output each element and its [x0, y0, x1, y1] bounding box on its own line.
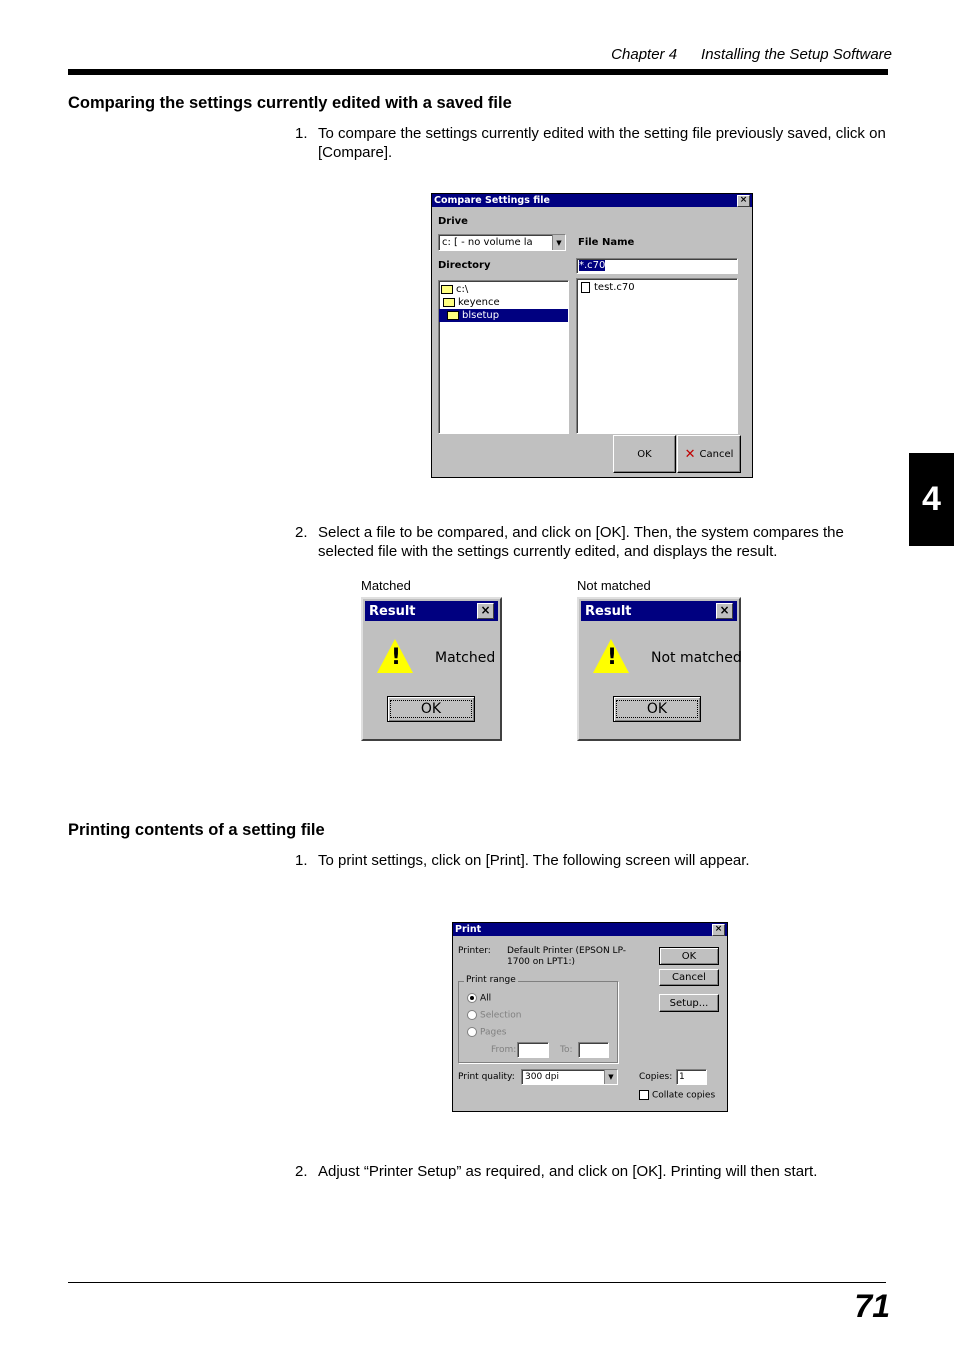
dialog-titlebar [432, 194, 752, 207]
chapter-label: Chapter 4 [611, 46, 678, 63]
print-step-1 [295, 851, 890, 870]
directory-list[interactable] [438, 280, 569, 434]
copies-input[interactable] [676, 1069, 707, 1085]
directory-item[interactable] [439, 296, 568, 309]
page-number: 71 [854, 1288, 890, 1324]
close-icon[interactable]: × [737, 195, 750, 207]
radio-all[interactable] [467, 993, 491, 1004]
drive-select[interactable] [438, 234, 566, 251]
caption-not-matched: Not matched [577, 578, 651, 593]
step-number: 2. [295, 1163, 308, 1180]
ok-button[interactable] [659, 947, 719, 965]
section-heading-print: Printing contents of a setting file [68, 821, 325, 839]
exclamation-icon: ! [607, 645, 618, 670]
file-name: test.c70 [594, 282, 635, 293]
ok-button[interactable] [613, 435, 676, 473]
from-input[interactable] [517, 1042, 549, 1058]
print-step-2 [295, 1162, 890, 1181]
running-header [611, 46, 892, 63]
close-icon[interactable]: × [716, 603, 733, 619]
dialog-titlebar [453, 923, 727, 936]
file-item[interactable] [577, 279, 737, 296]
dialog-title: Result [585, 603, 632, 619]
section-heading-compare: Comparing the settings currently edited with a saved file [68, 94, 512, 112]
result-dialog-not-matched [577, 597, 741, 741]
step-number: 1. [295, 852, 308, 869]
step-number: 1. [295, 125, 308, 142]
compare-step-2 [295, 523, 890, 561]
radio-icon [467, 1010, 477, 1020]
radio-icon [467, 1027, 477, 1037]
radio-selected-icon [467, 993, 477, 1003]
printer-label: Printer: [458, 946, 491, 956]
directory-label: Directory [438, 260, 491, 271]
radio-all-label: All [480, 993, 492, 1004]
chevron-down-icon[interactable]: ▼ [604, 1070, 617, 1084]
cancel-label: Cancel [672, 972, 706, 983]
file-name-value: *.c70 [579, 260, 606, 271]
dialog-titlebar [365, 601, 498, 621]
folder-open-icon [447, 311, 459, 320]
print-quality-value: 300 dpi [525, 1072, 559, 1082]
to-input[interactable] [578, 1042, 609, 1058]
cancel-x-icon: ✕ [684, 446, 696, 462]
directory-name: c:\ [456, 284, 469, 295]
dialog-titlebar [581, 601, 737, 621]
drive-label: Drive [438, 216, 468, 227]
print-quality-select[interactable] [521, 1069, 618, 1085]
radio-pages[interactable] [467, 1027, 506, 1038]
collate-checkbox[interactable] [639, 1090, 715, 1101]
directory-item-selected[interactable] [439, 309, 568, 322]
folder-open-icon [443, 298, 455, 307]
result-message: Not matched [651, 650, 742, 666]
directory-item[interactable] [439, 281, 568, 296]
chevron-down-icon[interactable]: ▼ [552, 235, 565, 250]
setup-label: Setup... [669, 997, 709, 1009]
print-dialog [452, 922, 728, 1112]
cancel-button[interactable] [659, 969, 719, 986]
close-icon[interactable]: × [477, 603, 494, 619]
print-range-label: Print range [466, 975, 516, 985]
from-label: From: [491, 1045, 517, 1055]
copies-value: 1 [679, 1072, 685, 1082]
ok-button[interactable] [613, 696, 701, 722]
caption-matched: Matched [361, 578, 411, 593]
footer-rule [68, 1282, 886, 1283]
folder-open-icon [441, 285, 453, 294]
result-dialog-matched [361, 597, 502, 741]
compare-settings-dialog [431, 193, 753, 478]
step-number: 2. [295, 524, 308, 541]
file-icon [581, 282, 590, 293]
ok-label: OK [637, 448, 652, 460]
cancel-label: Cancel [699, 448, 734, 460]
radio-selection-label: Selection [480, 1010, 522, 1021]
copies-label: Copies: [639, 1072, 673, 1082]
step-text: To print settings, click on [Print]. The following screen will appear. [318, 852, 750, 869]
header-rule [68, 69, 888, 75]
directory-name: keyence [458, 297, 500, 308]
close-icon[interactable]: × [712, 924, 725, 936]
to-label: To: [560, 1045, 573, 1055]
result-message: Matched [435, 650, 496, 666]
file-list[interactable] [576, 278, 738, 434]
exclamation-icon: ! [391, 645, 402, 670]
ok-label: OK [390, 700, 472, 718]
step-text: Select a file to be compared, and click on [OK]. Then, the system compares the selected file with the settings currently edited, and displays the result. [318, 524, 844, 560]
dialog-title: Result [369, 603, 416, 619]
ok-label: OK [681, 950, 697, 962]
checkbox-icon [639, 1090, 649, 1100]
file-name-label: File Name [578, 237, 635, 248]
chapter-tab: 4 [909, 453, 954, 546]
ok-label: OK [616, 700, 698, 718]
printer-value: Default Printer (EPSON LP-1700 on LPT1:) [507, 946, 627, 967]
step-text: To compare the settings currently edited with the setting file previously saved, click on [Compare]. [318, 125, 886, 161]
drive-value: c: [ - no volume la [442, 237, 533, 248]
chapter-title: Installing the Setup Software [701, 46, 892, 63]
ok-button[interactable] [387, 696, 475, 722]
dialog-title: Compare Settings file [434, 195, 550, 206]
cancel-button[interactable] [677, 435, 741, 473]
file-name-input[interactable] [576, 258, 738, 274]
compare-step-1 [295, 124, 890, 162]
print-quality-label: Print quality: [458, 1072, 515, 1082]
step-text: Adjust “Printer Setup” as required, and click on [OK]. Printing will then start. [318, 1163, 818, 1180]
dialog-title: Print [455, 924, 482, 935]
radio-pages-label: Pages [480, 1027, 507, 1038]
setup-button[interactable] [659, 994, 719, 1012]
collate-label: Collate copies [652, 1090, 716, 1101]
radio-selection[interactable] [467, 1010, 521, 1021]
directory-name: blsetup [462, 310, 500, 321]
